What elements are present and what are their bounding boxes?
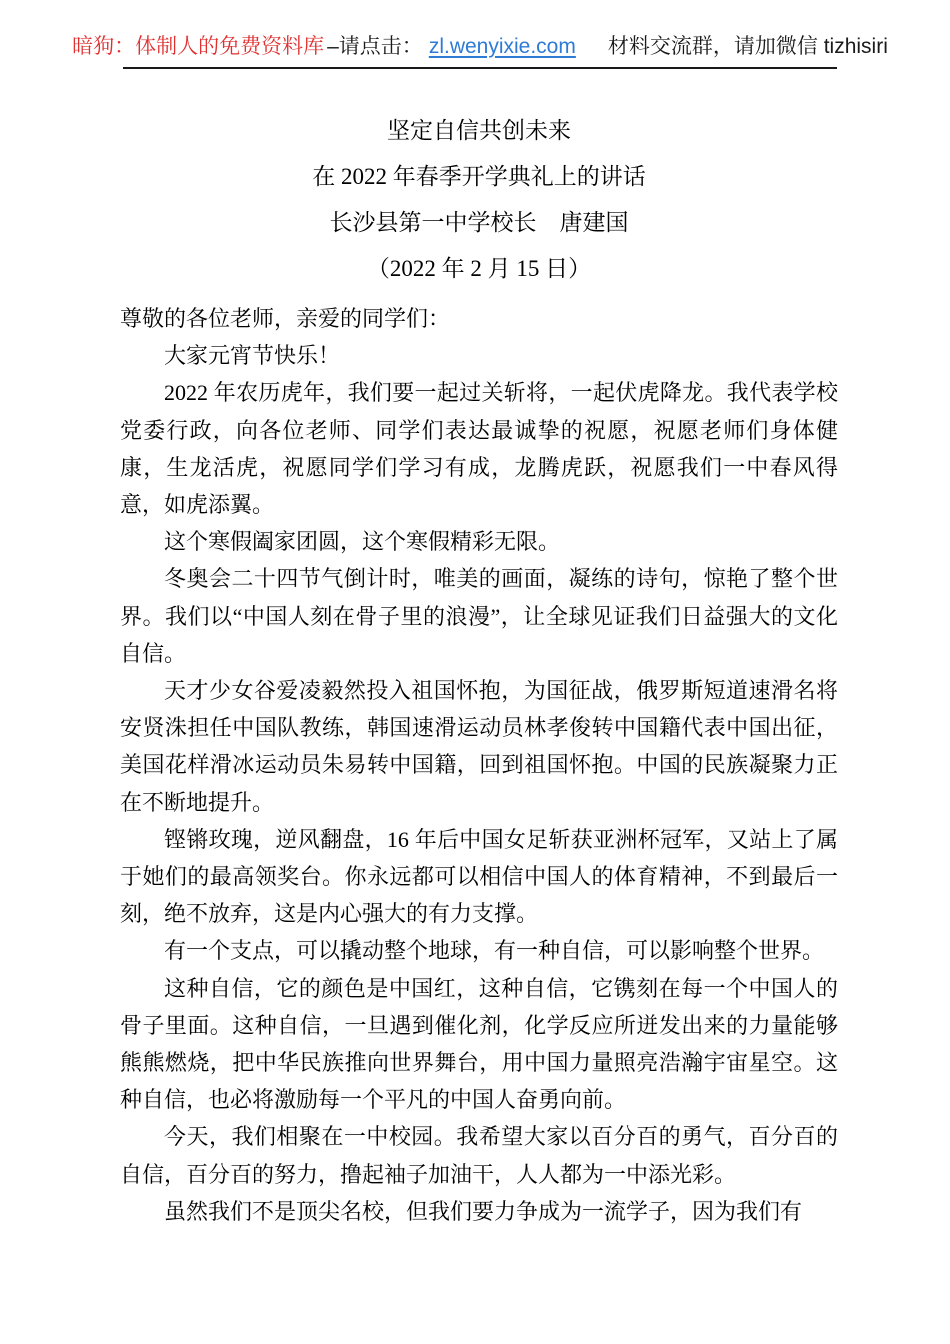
doc-date: （2022 年 2 月 15 日） xyxy=(366,256,592,281)
doc-author: 长沙县第一中学校长 唐建国 xyxy=(329,210,629,235)
body-paragraph: 铿锵玫瑰，逆风翻盘，16 年后中国女足斩获亚洲杯冠军，又站上了属于她们的最高领奖台。你永远都可以相信中国人的体育精神，不到最后一刻，绝不放弃，这是内心强大的有力支撑。 xyxy=(120,826,838,927)
body-paragraph: 冬奥会二十四节气倒计时，唯美的画面，凝练的诗句，惊艳了整个世界。我们以“中国人刻在骨子里的浪漫”，让全球见证我们日益强大的文化自信。 xyxy=(120,566,838,666)
header-click-prompt: –请点击： xyxy=(327,35,423,58)
body-paragraph: 有一个支点，可以撬动整个地球，有一种自信，可以影响整个世界。 xyxy=(164,938,825,964)
body-paragraph: 虽然我们不是顶尖名校，但我们要力争成为一流学子，因为我们有 xyxy=(164,1198,803,1224)
header-link[interactable]: zl.wenyixie.com xyxy=(428,35,576,58)
body-paragraph: 2022 年农历虎年，我们要一起过关斩将，一起伏虎降龙。我代表学校党委行政，向各位老师、同学们表达最诚挚的祝愿，祝愿老师们身体健康，生龙活虎，祝愿同学们学习有成，龙腾虎跃，祝愿我们一中春风得意，如虎添翼。 xyxy=(120,380,838,518)
page-header xyxy=(72,34,888,69)
body-text xyxy=(120,300,838,1230)
body-paragraph: 这种自信，它的颜色是中国红，这种自信，它镌刻在每一个中国人的骨子里面。这种自信，一旦遇到催化剂，化学反应所迸发出来的力量能够熊熊燃烧，把中华民族推向世界舞台，用中国力量照亮浩瀚宇宙星空。这种自信，也必将激励每一个平凡的中国人奋勇向前。 xyxy=(120,975,838,1113)
body-paragraph: 今天，我们相聚在一中校园。我希望大家以百分百的勇气，百分百的自信，百分百的努力，撸起袖子加油干，人人都为一中添光彩。 xyxy=(120,1124,838,1187)
title-block xyxy=(120,108,838,292)
body-paragraph: 天才少女谷爱凌毅然投入祖国怀抱，为国征战，俄罗斯短道速滑名将安贤洙担任中国队教练，韩国速滑运动员林孝俊转中国籍代表中国出征，美国花样滑冰运动员朱易转中国籍，回到祖国怀抱。中国的民族凝聚力正在不断地提升。 xyxy=(120,678,838,815)
body-paragraph: 大家元宵节快乐！ xyxy=(164,343,341,369)
doc-subtitle: 在 2022 年春季开学典礼上的讲话 xyxy=(312,164,646,189)
body-paragraph: 这个寒假阖家团圆，这个寒假精彩无限。 xyxy=(164,529,561,555)
document-content xyxy=(120,108,838,1230)
doc-title: 坚定自信共创未来 xyxy=(387,118,571,143)
salutation-paragraph: 尊敬的各位老师，亲爱的同学们： xyxy=(120,306,451,331)
header-contact-text: 材料交流群，请加微信 tizhisiri xyxy=(607,35,888,58)
header-brand-text: 暗狗：体制人的免费资料库 xyxy=(72,35,325,58)
